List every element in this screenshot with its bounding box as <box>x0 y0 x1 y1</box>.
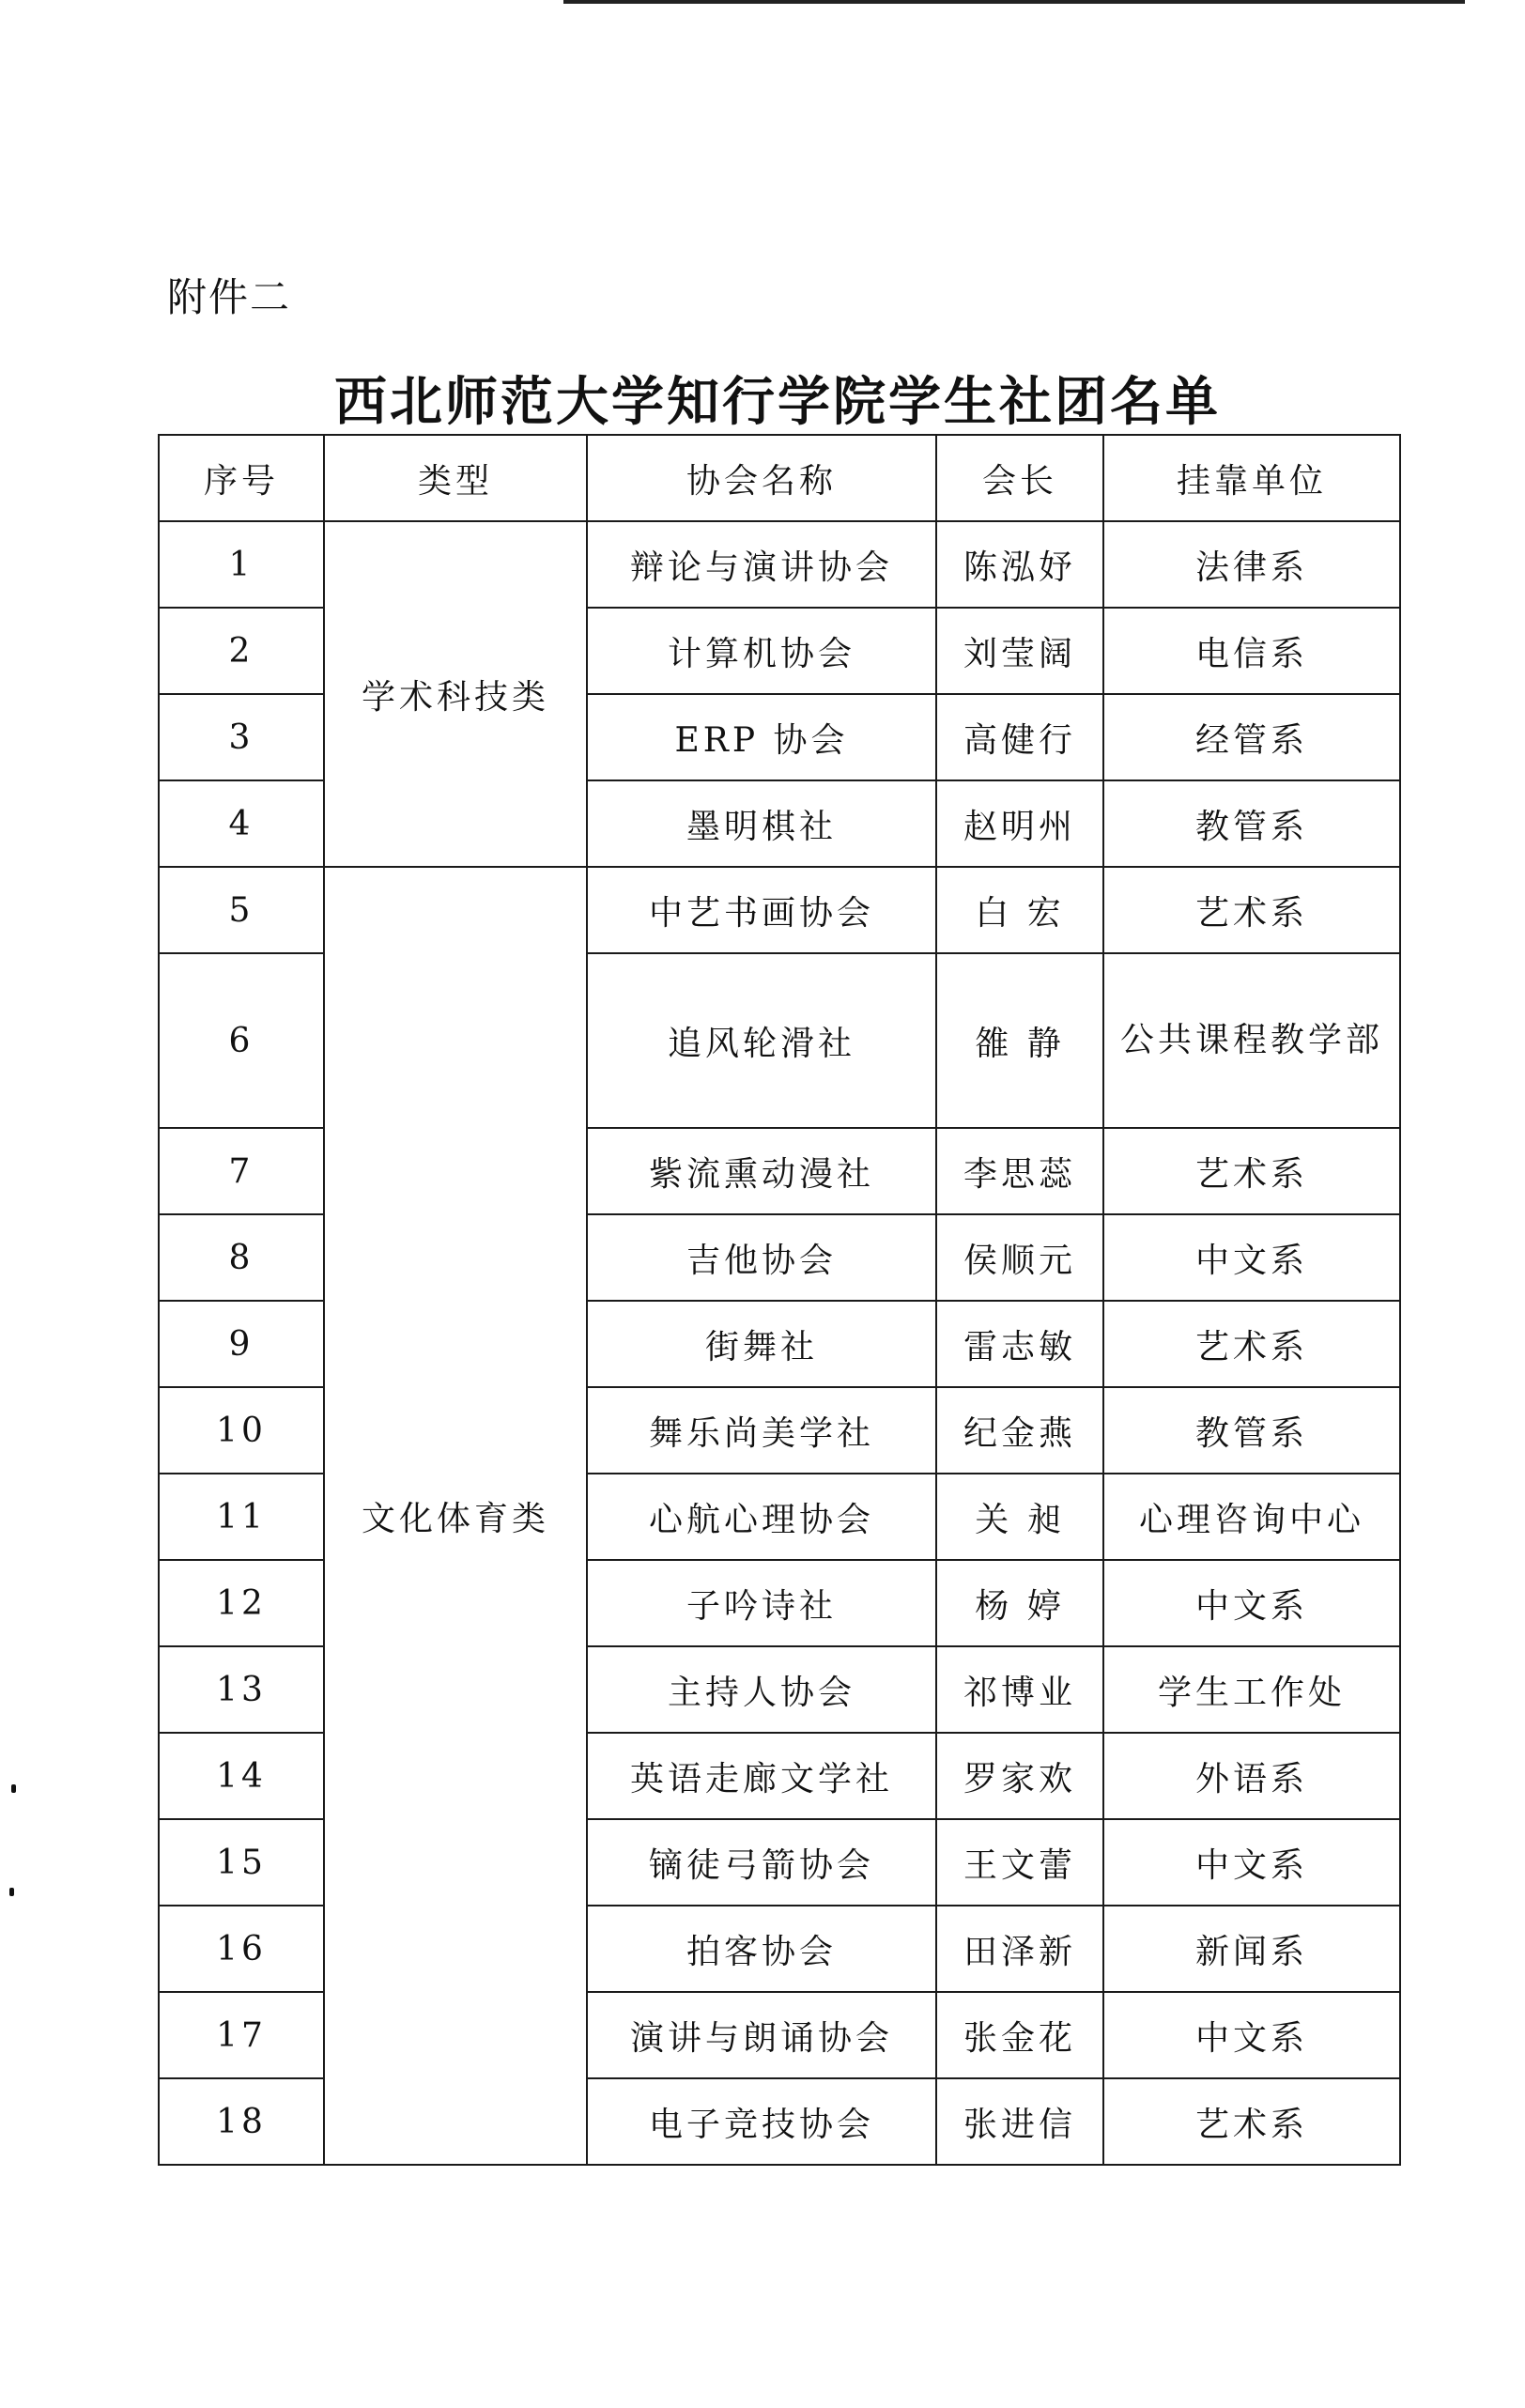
club-unit: 经管系 <box>1103 694 1400 780</box>
club-name: 舞乐尚美学社 <box>587 1387 936 1474</box>
column-header-affiliated-unit: 挂靠单位 <box>1103 435 1400 521</box>
row-number: 7 <box>159 1128 324 1214</box>
row-number: 18 <box>159 2078 324 2165</box>
attachment-label: 附件二 <box>167 274 292 320</box>
club-unit: 心理咨询中心 <box>1103 1474 1400 1560</box>
club-president: 雒 静 <box>936 953 1103 1128</box>
row-number: 4 <box>159 780 324 867</box>
scan-top-edge-line <box>563 0 1465 4</box>
club-president: 李思蕊 <box>936 1128 1103 1214</box>
club-name: 辩论与演讲协会 <box>587 521 936 608</box>
club-unit: 艺术系 <box>1103 2078 1400 2165</box>
club-unit: 中文系 <box>1103 1819 1400 1906</box>
club-name: 英语走廊文学社 <box>587 1733 936 1819</box>
category-culture-sports: 文化体育类 <box>324 867 587 2165</box>
column-header-no: 序号 <box>159 435 324 521</box>
club-president: 王文蕾 <box>936 1819 1103 1906</box>
club-unit: 教管系 <box>1103 780 1400 867</box>
club-president: 雷志敏 <box>936 1301 1103 1387</box>
club-president: 陈泓妤 <box>936 521 1103 608</box>
column-header-club-name: 协会名称 <box>587 435 936 521</box>
row-number: 9 <box>159 1301 324 1387</box>
club-unit: 学生工作处 <box>1103 1646 1400 1733</box>
club-name: 墨明棋社 <box>587 780 936 867</box>
document-title: 西北师范大学知行学院学生社团名单 <box>334 372 1221 433</box>
club-president: 张金花 <box>936 1992 1103 2078</box>
club-unit: 中文系 <box>1103 1214 1400 1301</box>
club-unit-text: 公共课程教学部 <box>1119 1021 1383 1059</box>
row-number: 2 <box>159 608 324 694</box>
row-number: 15 <box>159 1819 324 1906</box>
club-name: 心航心理协会 <box>587 1474 936 1560</box>
club-name: 计算机协会 <box>587 608 936 694</box>
row-number: 11 <box>159 1474 324 1560</box>
table-row <box>159 521 1400 608</box>
row-number: 14 <box>159 1733 324 1819</box>
club-name: 演讲与朗诵协会 <box>587 1992 936 2078</box>
club-president: 祁博业 <box>936 1646 1103 1733</box>
club-president: 杨 婷 <box>936 1560 1103 1646</box>
club-unit: 中文系 <box>1103 1560 1400 1646</box>
row-number: 6 <box>159 953 324 1128</box>
scan-speck-mark <box>11 1784 16 1793</box>
row-number: 10 <box>159 1387 324 1474</box>
club-president: 高健行 <box>936 694 1103 780</box>
club-unit: 艺术系 <box>1103 1301 1400 1387</box>
club-president: 侯顺元 <box>936 1214 1103 1301</box>
club-president: 赵明州 <box>936 780 1103 867</box>
club-name: 拍客协会 <box>587 1906 936 1992</box>
club-president: 张进信 <box>936 2078 1103 2165</box>
club-unit: 艺术系 <box>1103 867 1400 953</box>
club-name: 紫流熏动漫社 <box>587 1128 936 1214</box>
club-name: 镝徒弓箭协会 <box>587 1819 936 1906</box>
row-number: 16 <box>159 1906 324 1992</box>
club-unit: 电信系 <box>1103 608 1400 694</box>
club-president: 关 昶 <box>936 1474 1103 1560</box>
club-name: ERP 协会 <box>587 694 936 780</box>
row-number: 5 <box>159 867 324 953</box>
row-number: 17 <box>159 1992 324 2078</box>
scan-speck-mark <box>9 1888 14 1896</box>
column-header-type: 类型 <box>324 435 587 521</box>
row-number: 1 <box>159 521 324 608</box>
table-row <box>159 867 1400 953</box>
row-number: 13 <box>159 1646 324 1733</box>
club-unit: 中文系 <box>1103 1992 1400 2078</box>
club-unit: 外语系 <box>1103 1733 1400 1819</box>
row-number: 12 <box>159 1560 324 1646</box>
club-name: 吉他协会 <box>587 1214 936 1301</box>
club-list-table <box>158 434 1401 2166</box>
club-name: 中艺书画协会 <box>587 867 936 953</box>
club-name: 街舞社 <box>587 1301 936 1387</box>
club-president: 纪金燕 <box>936 1387 1103 1474</box>
column-header-president: 会长 <box>936 435 1103 521</box>
club-name: 电子竞技协会 <box>587 2078 936 2165</box>
club-unit: 教管系 <box>1103 1387 1400 1474</box>
category-academic: 学术科技类 <box>324 521 587 867</box>
club-name: 主持人协会 <box>587 1646 936 1733</box>
club-unit: 艺术系 <box>1103 1128 1400 1214</box>
club-unit: 新闻系 <box>1103 1906 1400 1992</box>
row-number: 8 <box>159 1214 324 1301</box>
club-president: 白 宏 <box>936 867 1103 953</box>
club-unit: 法律系 <box>1103 521 1400 608</box>
club-president: 罗家欢 <box>936 1733 1103 1819</box>
row-number: 3 <box>159 694 324 780</box>
table-header-row <box>159 435 1400 521</box>
club-name: 子吟诗社 <box>587 1560 936 1646</box>
club-unit <box>1103 953 1400 1128</box>
club-president: 刘莹阔 <box>936 608 1103 694</box>
club-president: 田泽新 <box>936 1906 1103 1992</box>
club-name: 追风轮滑社 <box>587 953 936 1128</box>
